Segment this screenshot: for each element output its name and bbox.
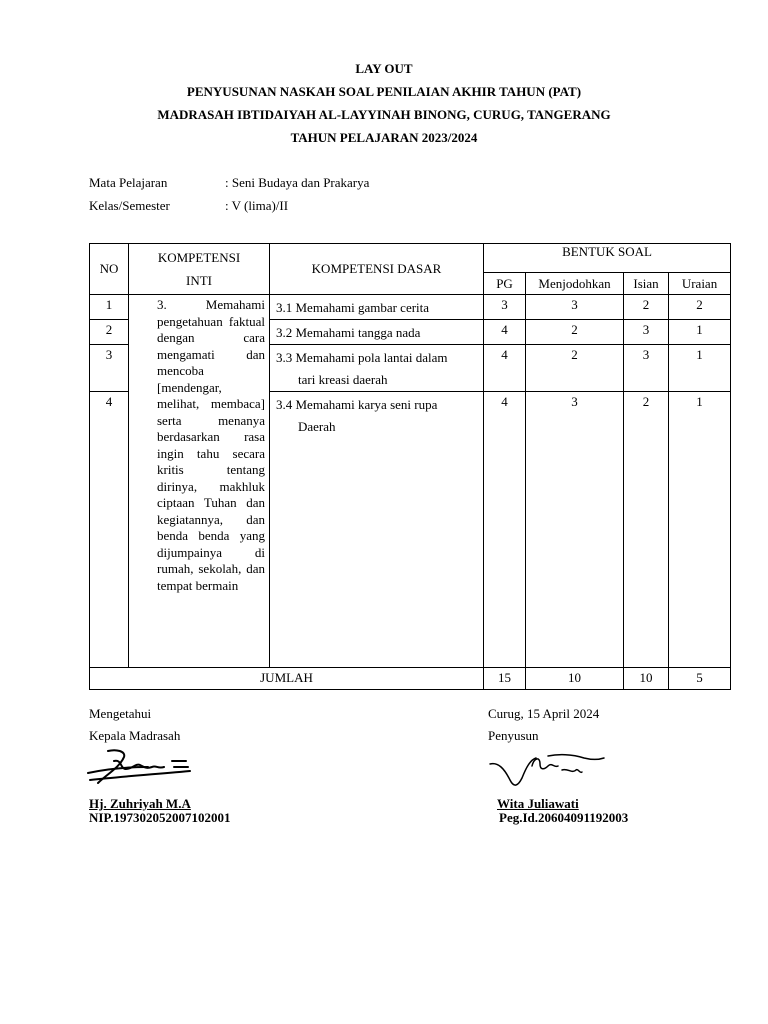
- ki-text: 3. Memahami pengetahuan faktual dengan cara mengamati dan mencoba [mendengar, melihat, membaca] serta menanya berdasarkan rasa ingin tahu secara kritis tentang dirinya, makhluk ciptaan Tuhan dan kegiatannya, dan benda benda yang dijumpainya di rumah, sekolah, dan tempat bermain: [129, 295, 270, 668]
- row-kd-text: 3.2 Memahami tangga nada: [276, 325, 421, 340]
- row-pg: 4: [484, 345, 526, 392]
- row-kd-text: 3.3 Memahami pola lantai dalam: [276, 350, 448, 365]
- row-kd: [270, 392, 484, 668]
- row-kd: [270, 295, 484, 320]
- col-header-uraian: Uraian: [669, 273, 731, 295]
- row-pg: 3: [484, 295, 526, 320]
- col-header-isian: Isian: [624, 273, 669, 295]
- table-row: [90, 295, 731, 320]
- question-layout-table: [89, 243, 731, 690]
- row-uraian: 1: [669, 392, 731, 668]
- row-menjodohkan: 3: [526, 392, 624, 668]
- total-row: [90, 668, 731, 690]
- row-no: 2: [90, 320, 129, 345]
- row-uraian: 2: [669, 295, 731, 320]
- principal-name: Hj. Zuhriyah M.A: [89, 796, 191, 811]
- doc-title: LAY OUT: [355, 61, 413, 76]
- row-isian: 2: [624, 392, 669, 668]
- col-header-bentuk-soal: BENTUK SOAL: [484, 244, 731, 273]
- row-kd-continuation: Daerah: [298, 419, 336, 434]
- row-uraian: 1: [669, 320, 731, 345]
- total-menjodohkan: 10: [526, 668, 624, 690]
- row-no: 4: [90, 392, 129, 668]
- total-isian: 10: [624, 668, 669, 690]
- subject-label: Mata Pelajaran: [89, 175, 168, 190]
- row-menjodohkan: 3: [526, 295, 624, 320]
- school-name: MADRASAH IBTIDAIYAH AL-LAYYINAH BINONG, CURUG, TANGERANG: [157, 107, 611, 122]
- row-kd: [270, 345, 484, 392]
- principal-signature: [86, 747, 198, 797]
- row-kd-text: 3.4 Memahami karya seni rupa: [276, 397, 438, 412]
- row-isian: 3: [624, 320, 669, 345]
- col-header-ki-line2: INTI: [186, 273, 212, 288]
- compiler-name: Wita Juliawati: [497, 796, 579, 811]
- compiler-role: Penyusun: [488, 728, 539, 743]
- doc-subtitle: PENYUSUNAN NASKAH SOAL PENILAIAN AKHIR TAHUN (PAT): [186, 84, 582, 99]
- col-header-kd: KOMPETENSI DASAR: [270, 244, 484, 295]
- class-value: : V (lima)/II: [225, 198, 289, 213]
- row-pg: 4: [484, 320, 526, 345]
- acknowledged-label: Mengetahui: [89, 706, 152, 721]
- col-header-no: NO: [90, 244, 129, 295]
- row-pg: 4: [484, 392, 526, 668]
- row-kd-text: 3.1 Memahami gambar cerita: [276, 300, 430, 315]
- row-uraian: 1: [669, 345, 731, 392]
- academic-year: TAHUN PELAJARAN 2023/2024: [290, 130, 478, 145]
- row-no: 1: [90, 295, 129, 320]
- col-header-ki: [129, 244, 270, 295]
- row-kd: [270, 320, 484, 345]
- compiler-signature: [488, 752, 606, 794]
- total-uraian: 5: [669, 668, 731, 690]
- compiler-id: Peg.Id.20604091192003: [499, 810, 629, 825]
- total-pg: 15: [484, 668, 526, 690]
- row-menjodohkan: 2: [526, 345, 624, 392]
- class-label: Kelas/Semester: [89, 198, 170, 213]
- principal-role: Kepala Madrasah: [89, 728, 181, 743]
- row-isian: 3: [624, 345, 669, 392]
- col-header-menjodohkan: Menjodohkan: [526, 273, 624, 295]
- row-kd-continuation: tari kreasi daerah: [298, 372, 388, 387]
- total-label: JUMLAH: [90, 668, 484, 690]
- place-date: Curug, 15 April 2024: [488, 706, 600, 721]
- principal-nip: NIP.197302052007102001: [89, 810, 231, 825]
- col-header-pg: PG: [484, 273, 526, 295]
- subject-value: : Seni Budaya dan Prakarya: [225, 175, 370, 190]
- col-header-ki-line1: KOMPETENSI: [157, 250, 241, 265]
- row-menjodohkan: 2: [526, 320, 624, 345]
- row-no: 3: [90, 345, 129, 392]
- row-isian: 2: [624, 295, 669, 320]
